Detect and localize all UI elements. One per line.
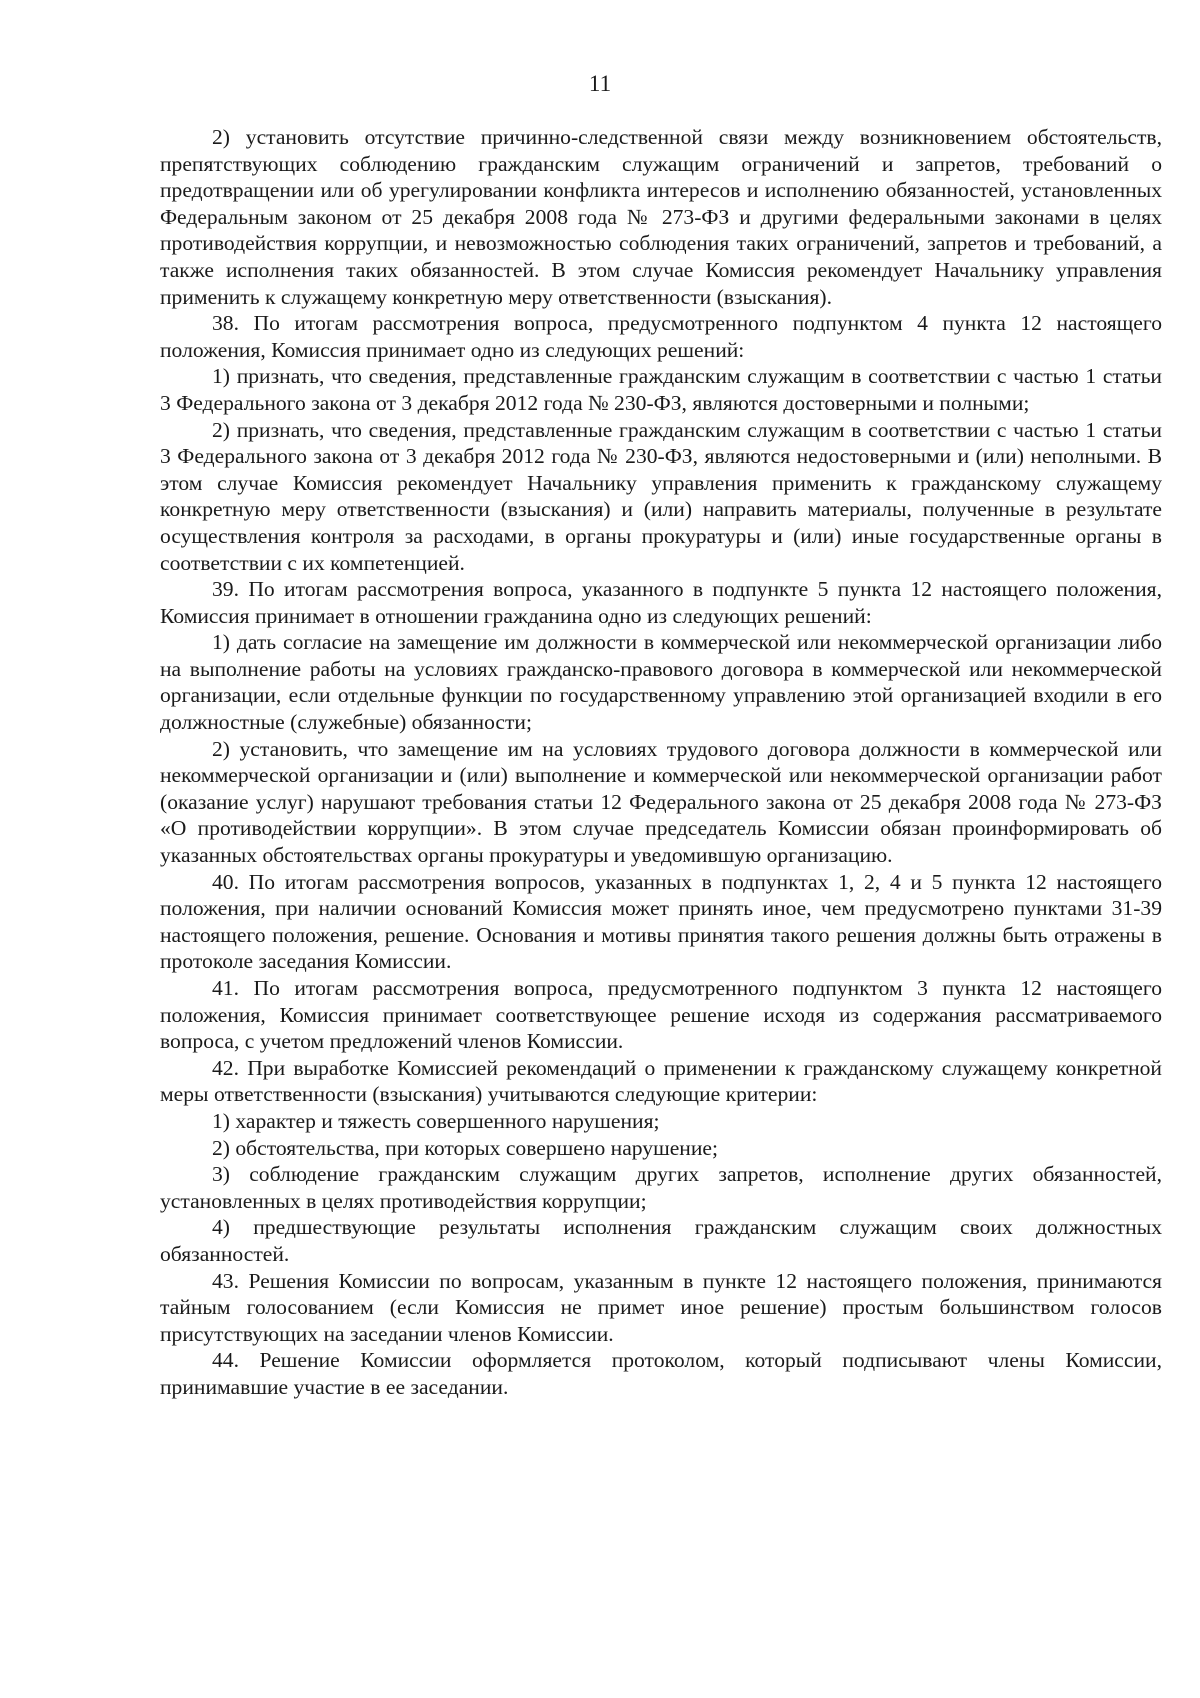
paragraph-38-item-2: 2) признать, что сведения, представленные гражданским служащим в соответствии с частью 1 статьи 3 Федерального закона от 3 декабря 2012 года № 230-ФЗ, являются недостоверными и (или) неполными. В этом случае Комиссия рекомендует Начальнику управления применить к гражданскому служащему конкретную меру ответственности (взыскания) и (или) направить материалы, полученные в результате осуществления контроля за расходами, в органы прокуратуры и (или) иные государственные органы в соответствии с их компетенцией.	[160, 417, 1162, 575]
paragraph-43: 43. Решения Комиссии по вопросам, указанным в пункте 12 настоящего положения, принимаются тайным голосованием (если Комиссия не примет иное решение) простым большинством голосов присутствующих на заседании членов Комиссии.	[160, 1268, 1162, 1346]
paragraph-37-item-2: 2) установить отсутствие причинно-следственной связи между возникновением обстоятельств, препятствующих соблюдению гражданским служащим ограничений и запретов, требований о предотвращении или об урегулировании конфликта интересов и исполнению обязанностей, установленных Федеральным законом от 25 декабря 2008 года № 273-ФЗ и другими федеральными законами в целях противодействия коррупции, и невозможностью соблюдения таких ограничений, запретов и требований, а также исполнения таких обязанностей. В этом случае Комиссия рекомендует Начальнику управления применить к служащему конкретную меру ответственности (взыскания).	[160, 125, 1162, 309]
paragraph-42-item-4: 4) предшествующие результаты исполнения гражданским служащим своих должностных обязанностей.	[160, 1215, 1162, 1266]
paragraph-40: 40. По итогам рассмотрения вопросов, указанных в подпунктах 1, 2, 4 и 5 пункта 12 настоящего положения, при наличии оснований Комиссия может принять иное, чем предусмотрено пунктами 31-39 настоящего положения, решение. Основания и мотивы принятия такого решения должны быть отражены в протоколе заседания Комиссии.	[160, 869, 1162, 974]
document-body	[160, 124, 1162, 1401]
paragraph-39: 39. По итогам рассмотрения вопроса, указанного в подпункте 5 пункта 12 настоящего положения, Комиссия принимает в отношении гражданина одно из следующих решений:	[160, 577, 1162, 628]
paragraph-38: 38. По итогам рассмотрения вопроса, предусмотренного подпунктом 4 пункта 12 настоящего положения, Комиссия принимает одно из следующих решений:	[160, 311, 1162, 362]
paragraph-42-item-3: 3) соблюдение гражданским служащим других запретов, исполнение других обязанностей, установленных в целях противодействия коррупции;	[160, 1162, 1162, 1213]
paragraph-39-item-2: 2) установить, что замещение им на условиях трудового договора должности в коммерческой или некоммерческой организации и (или) выполнение и коммерческой или некоммерческой организации работ (оказание услуг) нарушают требования статьи 12 Федерального закона от 25 декабря 2008 года № 273-ФЗ «О противодействии коррупции». В этом случае председатель Комиссии обязан проинформировать об указанных обстоятельствах органы прокуратуры и уведомившую организацию.	[160, 736, 1162, 868]
page-number: 11	[588, 71, 612, 96]
paragraph-44: 44. Решение Комиссии оформляется протоколом, который подписывают члены Комиссии, принимавшие участие в ее заседании.	[160, 1348, 1162, 1399]
paragraph-42-item-1: 1) характер и тяжесть совершенного нарушения;	[212, 1108, 660, 1133]
paragraph-41: 41. По итогам рассмотрения вопроса, предусмотренного подпунктом 3 пункта 12 настоящего положения, Комиссия принимает соответствующее решение исходя из содержания рассматриваемого вопроса, с учетом предложений членов Комиссии.	[160, 976, 1162, 1054]
paragraph-39-item-1: 1) дать согласие на замещение им должности в коммерческой или некоммерческой организации либо на выполнение работы на условиях гражданско-правового договора в коммерческой или некоммерческой организации, если отдельные функции по государственному управлению этой организацией входили в его должностные (служебные) обязанности;	[160, 630, 1162, 735]
paragraph-38-item-1: 1) признать, что сведения, представленные гражданским служащим в соответствии с частью 1 статьи 3 Федерального закона от 3 декабря 2012 года № 230-ФЗ, являются достоверными и полными;	[160, 364, 1162, 415]
paragraph-42-item-2: 2) обстоятельства, при которых совершено нарушение;	[212, 1135, 718, 1160]
paragraph-42: 42. При выработке Комиссией рекомендаций о применении к гражданскому служащему конкретной меры ответственности (взыскания) учитываются следующие критерии:	[160, 1055, 1162, 1107]
